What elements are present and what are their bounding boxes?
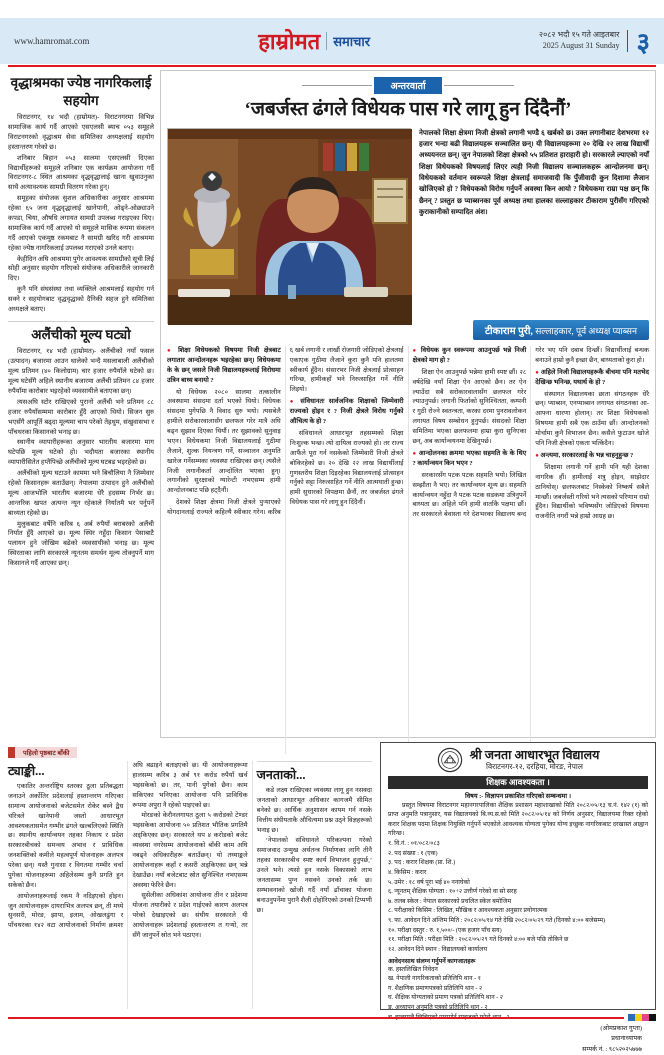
bottom-section: [8, 742, 656, 1053]
article-paragraph: मुलुकबाट वर्षेनि करिब ६ अर्ब रुपैयाँ बराबरको अलैंची निर्यात हुँदै आएको छ। मूल्य स्थिर नहुँदा किसान पेसाबाटै पलायन हुने जोखिम बढेको व्यवसायीको भनाइ छ। मूल्य स्थिरताका लागि सरकारले न्यूनतम समर्थन मूल्य तोक्नुपर्ने माग किसानले गर्दै आएका छन्।: [8, 520, 154, 568]
continued-stories: [8, 742, 372, 1012]
page-header: [0, 18, 664, 64]
interview-badge-row: [167, 77, 649, 94]
cmyk-print-marks-icon: [628, 1014, 656, 1021]
continued-tab: पहिलो पृष्ठबाट बाँकी: [8, 747, 77, 758]
qa-paragraph: सरकारसँग पटक पटक सहमति भयो। लिखित सम्झौता नै भए। तर कार्यान्वयन शून्य छ। सहमति कार्यान्वयन नहुँदा नै पटक पटक सडकमा उत्रिनुपर्ने बाध्यता छ। अहिले पनि हामी वार्ताकै पक्षमा छौं। तर सरकारले बेवास्ता गरे देशभरका विद्यालय बन्द गरेर भए पनि दबाब दिन्छौं। विद्यार्थीलाई बन्धक बनाउने हाम्रो कुनै इच्छा छैन, बाध्यताको कुरा हो।: [412, 346, 649, 519]
notice-item: ६. न्यूनतम् शैक्षिक योग्यता : १०+२ उत्तीर्ण गरेको वा सो सरह: [388, 888, 517, 896]
article-paragraph: समूहका संयोजक सुशल अधिकारीका अनुसार आश्रममा रहेका ६५ जना वृद्धवृद्धालाई खानेपानी, ओढ्ने-ओछ्याउने कपडा, चिया, औषधि लगायत सामग्री उपलब्ध गराइएका थिए। सामाजिक कार्य गर्दै आएको यो समूहले मासिक रूपमा संकलन गर्दै आएको एकमुष्ठ रकमबाट नै सामग्री खरिद गरी आश्रममा रहेका ज्येष्ठ नागरिकलाई उपलब्ध गराएको उनले बताए।: [8, 195, 154, 252]
continued-title-1: ट्याङ्की...: [8, 764, 45, 778]
article-title: अलैंचीको मूल्य घट्यो: [31, 326, 131, 342]
notice-doc-item: ख. नेपाली नागरिकताको प्रतिलिपि थान - १: [388, 975, 481, 983]
continued-paragraph: ‘नेपालको संविधानले परिकल्पना गरेको समाजवाद उन्मुख अर्थतन्त्र निर्माणका लागि तीनै तहका सरकारबीच स्पष्ट कार्य विभाजन हुनुपर्छ,’ उनले भने। त्यसो हुन नसके विकासको लाभ जनतासम्म पुग्न नसक्ने उनको तर्क छ। सम्भावनाको खोजी गर्दै नयाँ ढाँचाका योजना बनाउनुपर्नेमा पुरानै शैली दोहोरिएको उनको टिप्पणी छ।: [256, 837, 372, 914]
school-logo-icon: [437, 747, 463, 773]
page-footer: [8, 1014, 656, 1021]
qa-paragraph: ● विधेयक कुन स्वरूपमा आउनुपर्छ भन्ने निजी क्षेत्रको माग हो ?: [413, 346, 527, 366]
article-cardamom-price: [8, 326, 154, 569]
notice-item: १२. आवेदन दिने स्थान : विद्यालयको कार्यालय: [388, 945, 488, 953]
byline-name: टीकाराम पुरी,: [485, 325, 533, 337]
notice-item: १०. परीक्षा दस्तुर : रु. १,५००/- (एक हजार पाँच सय): [388, 926, 502, 934]
page-number: ३: [636, 28, 650, 57]
article-paragraph: अलैंचीको मूल्य घटाउने काममा भने बिचौलिया नै जिम्मेवार रहेको किसानहरू बताउँछन्। नेपालमा उत्पादन हुने अलैंचीको मूल्य आजभोलि भारतीय बजारमा धेरै हदसम्म निर्भर छ। आन्तरिक खपत अत्यन्त न्यून रहेकाले निर्यातमै भर पर्नुपर्ने बाध्यता रहेको छ।: [8, 470, 154, 517]
article-paragraph: केहीदिन अघि आश्रममा पुगेर आवश्यक सामग्रीको सूची लिई सोही अनुसार सहयोग गरिएको संयोजक अधिकारीले जानकारी दिए।: [8, 255, 154, 283]
article-paragraph: विराटनगर, १४ भदौ (हाम्रोमत)- अलैंचीको नयाँ फसल (उत्पादन) बजारमा आउन थालेको भन्दै मसलाबाली अलैंचीको मूल्य प्रतिमन (४० किलोग्राम) चार हजार रुपैयाँले घटेको छ। मूल्य घटेसँगै अहिले स्थानीय बजारमा अलैंची प्रतिमन ८४ हजार रुपैयाँमा कारोबार भइरहेको व्यवसायीले बताएका छन्।: [8, 348, 154, 396]
article-paragraph: कुनै पनि संघसंस्था तथा व्यक्तिले आश्रमलाई सहयोग गर्न सक्ने र सहयोगबाट वृद्धवृद्धाको दैनिकी सहज हुने समितिका अध्यक्षले बताए।: [8, 286, 154, 314]
date-box: [539, 23, 650, 59]
notice-item: १. वि.नं. : ०१/०८२/०८३: [388, 840, 440, 848]
notice-docs-title: आवेदनसाथ संलग्न गर्नुपर्ने कागजातहरू: [388, 957, 476, 965]
column-divider: [8, 321, 154, 322]
date-nepali: २०८२ भदौ १५ गते आइतबार: [538, 30, 620, 40]
notice-subject: विषय :- विज्ञापन प्रकाशित गरिएको सम्बन्धमा ।: [464, 793, 572, 800]
notice-header: [388, 747, 648, 773]
article-paragraph: शनिबार बिहान ०५३ सालमा एसएलसी दिएका विद्यार्थीहरूको समूहले शनिबार एक कार्यक्रम आयोजना गर्दै विराटनगर-८ स्थित आश्रमका वृद्धवृद्धालाई खाना खुवाउनुका साथै अत्यावश्यक सामग्री वितरण गरेका हुन्।: [8, 154, 154, 192]
interview-lead-right: [419, 128, 649, 340]
qa-paragraph: यो विधेयक २०८० सालमा तत्कालीन अवस्थामा संसदमा दर्ता भएको थियो। विधेयक संसदमा पुगेपछि नै विवाद सुरु भयो। त्यसबेलै हामीले सरोकारवालासँग छलफल गरेर मात्रै अघि बढ्न सुझाव दिएका थियौं। तर सुझावको सुनुवाइ भएन। विधेयकमा निजी विद्यालयलाई गुठीमा लैजाने, शुल्क नियन्त्रण गर्ने, सञ्चालन अनुमति खारेज गर्नेसम्मका व्यवस्था राखिएका छन्। त्यसैले निजी लगानीकर्ता आन्दोलित भएका हुन्। लगानीको सुरक्षाको ग्यारेन्टी नभएसम्म हामी आन्दोलनबाट पछि हट्दैनौं।: [167, 388, 281, 495]
notice-signature: [388, 1024, 648, 1055]
article-paragraph: स्थानीय व्यापारीहरूका अनुसार भारतीय बजारमा माग घटेपछि मूल्य घटेको हो। भदौयता बजारका स्थानीय व्यापारीसितेत हप्तैपिच्छे अलैंचीको मूल्य घटबढ भइरहेको छ।: [8, 439, 154, 467]
photo-illustration: [168, 129, 412, 325]
main-content: [8, 70, 656, 738]
interview-headline: ‘जबर्जस्त ढंगले विधेयक पास गरे लागू हुन दिंदैनौं’: [244, 99, 572, 120]
qa-paragraph: संस्थागत विद्यालयका छाता संगठनहरू धेरै छन्। प्याब्सन, एनप्याब्सन लगायत संगठनका आ-आफ्ना धारणा होलान्। तर शिक्षा विधेयकको विषयमा हामी सबै एक ठाउँमा छौं। आन्दोलनको मोर्चामा कुनै विभाजन छैन। कसैले फुटाउन खोजे पनि निजी क्षेत्रको एकता भत्किंदैन।: [535, 390, 649, 447]
interview-lead: [167, 128, 649, 340]
byline-badge: [473, 320, 649, 340]
notice-bar-title: शिक्षक आवश्यकता ।: [388, 776, 648, 789]
notice-item: ५. उमेर : १८ वर्ष पूरा भई ४० ननाघेको: [388, 878, 470, 886]
continued-paragraph: सुसेलीका अधिकांश आयोजना तीन र प्रदेशमा योजना तयारीको र प्रदेश गाईएको कारण अलपत्र परेको देखाइएको छ। संघीय सरकारले यी आयोजनाहरू प्रदेशलाई हस्तान्तरण त गऱ्यो, तर सँगै जानुपर्ने स्रोत भने पठाएन।: [132, 892, 248, 939]
qa-paragraph: ● शिक्षा विधेयकको विषयमा निजी क्षेत्रबाट लगातार आन्दोलनहरू भइरहेका छन्। विधेयकमा के के छन् जसले निजी विद्यालयहरूलाई विरोधमा उत्रिन बाध्य बनायो ?: [167, 346, 281, 386]
qa-paragraph: शिक्षा ऐन आउनुपर्छ भन्नेमा हामी स्पष्ट छौं। २८ वर्षदेखि नयाँ शिक्षा ऐन आएको छैन। तर ऐन ल्याउँदा सबै सरोकारवालासँग छलफल गरेर ल्याउनुपर्छ। लगानी फिर्ताको सुनिश्चितता, कम्पनी र गुठी रोज्ने स्वतन्त्रता, करका दरमा पुनरावलोकन लगायत विषय सम्बोधन हुनुपर्छ। संसदको शिक्षा समितिमा भएका छलफलमा हाम्रा कुरा सुनिएका छन्, अब कार्यान्वयनमा देखिनुपर्छ।: [412, 368, 527, 445]
notice-doc-item: ङ. अध्यापन अनुमति पत्रको प्रतिलिपि थान - २: [388, 1003, 488, 1011]
article-title: वृद्धाश्रमका ज्येष्ठ नागरिकलाई सहयोग: [10, 75, 152, 108]
interview-qa-columns: [167, 346, 649, 754]
continued-title-2: जनताको...: [257, 761, 372, 783]
article-body: [8, 347, 154, 569]
continued-paragraph: आयोजनाहरूलाई रकम नै नदिइएको होइन। जुन आयोजनाहरू दायराभित्र अलपत्र छन्, ती मध्ये सुनसरी, मोरङ, झापा, इलाम, ओखलढुंगा र पाँचथरका १४२ वटा आयोजनाको निर्माण क्रमशः अघि बढाइने बताइएको छ। यी आयोजनाहरूमा हालसम्म करिब ३ अर्ब ९१ करोड रुपैयाँ खर्च भइसकेको छ। तर, पानी पुगेको छैन। काम सकिएका भनिएका आयोजना पनि प्राविधिक रूपमा अपुरा नै रहेको पाइएको छ।: [8, 762, 248, 930]
notice-doc-item: ग. शैक्षणिक प्रमाणपत्रको प्रतिलिपि थान - २: [388, 984, 483, 992]
notice-item: ३. पद : करार शिक्षक (प्रा. शि.): [388, 859, 456, 867]
continued-paragraph: एकातिर अन्तर्राष्ट्रिय स्तरका ठूला प्रतिबद्धता जनाउने अर्कोतिर प्रदेशलाई हस्तान्तरण गरिएका सामान्य आयोजनाको बजेटसमेत रोकेर बस्ने द्वैध चरित्रले खानेपानी जस्तो आधारभूत आवश्यकतासमेत गम्भीर ढंगले खल्बलिएको स्थिति छ। स्थानीय कार्यान्वयन तहका निकाय र प्रदेश सरकारबीचको समन्वय अभाव र प्राविधिक जनशक्तिको कमीले महत्वपूर्ण योजनाहरू अलपत्र परेका छन्। यस्तै गुनासा र विगतमा गम्भीर चर्चा पुगेका योजनाहरूमा अहिलेसम्म कुनै प्रगति हुन सकेको छैन।: [8, 783, 124, 889]
notice-doc-item: घ. शैक्षिक योग्यताको प्रमाण पत्रको प्रतिलिपि थान - २: [388, 994, 503, 1002]
qa-paragraph: ● अहिले निजी विद्यालयहरूकै बीचमा पनि मतभेद देखिन्छ भनिन्छ, यथार्थ के हो ?: [535, 368, 649, 388]
notice-item: ७. तलब स्केल : नेपाल सरकारको प्रचलित स्केल बमोजिम: [388, 897, 512, 905]
article-elderly-support: [8, 74, 154, 315]
interview-badge: अन्तरवार्ता: [374, 77, 441, 94]
article-body: [8, 113, 154, 315]
school-name-block: [470, 748, 600, 772]
notice-body: प्रस्तुत विषयमा विराटनगर महानगरपालिका शैक्षिक प्रशासन महाशाखाको मिति २०८२/०५/१३ च.नं. १४२ (१) को प्राप्त अनुमति पत्रानुसार, यस विद्यालयको बि.व्य.स.को मिति २०८२/०५/१४ को निर्णय अनुसार, विद्यालयमा रिक्त रहेको करार शिक्षक पदमा शिक्षक नियुक्ति गर्नुपर्ने भएकोले आवश्यक योग्यता पुगेका योग्य इच्छुक नागरिकबाट दरखास्त आह्वान गरिन्छ।: [388, 802, 648, 837]
notice-item: ४. किसिम : करार: [388, 869, 427, 877]
notice-item: ९. फा. आवेदन दिने अन्तिम मिति : २०८२/०५/१४ गते देखि २०८२/०५/२९ गते (दिनको ४:०० बजेसम्म): [388, 917, 606, 925]
badge-line-left: [302, 85, 372, 86]
left-column: [8, 70, 154, 738]
signer-name: (ओमप्रकाश गुप्ता): [600, 1025, 642, 1033]
website-url: www.hamromat.com: [14, 36, 90, 46]
continued-paragraph: मोरङको केरौनलगायत ठूला ५ करोडको टेण्डर भइसकेका आयोजना ५० प्रतिशत भौतिक प्रगतिमै अड्किएका छन्। सरकारले थप ४ करोडको बजेट व्यवस्था नगरेसम्म आयोजनाको बाँकी काम अघि नबढ्ने अधिकारीहरू बताउँछन्। यो तथ्याङ्कले आयोजनाहरू कहाँ र कसरी अड्किएका छन् भन्ने देखाउँछ। नयाँ बजेटबाट स्रोत सुनिश्चित नभएसम्म अवस्था फेरिने छैन।: [132, 812, 248, 889]
qa-paragraph: शिक्षामा लगानी गर्ने हामी पनि यही देशका नागरिक हौं। हामीलाई शत्रु होइन, साझेदार ठानियोस्। छलफलबाट निस्केको निष्कर्ष सबैले मान्छौं। जबर्जस्ती गरियो भने त्यसको परिणाम राम्रो हुँदैन। विद्यार्थीको भविष्यसँग जोडिएको विषयमा राजनीति नगरौं भन्ने हाम्रो आग्रह छ।: [535, 463, 649, 521]
school-name: श्री जनता आधारभूत विद्यालय: [469, 747, 600, 762]
interviewee-photo: [167, 128, 411, 324]
masthead-title: हाम्रोमत: [258, 29, 321, 54]
dates: [539, 30, 629, 52]
article-paragraph: त्यसअघि स्टोर राखिएको पुरानो अलैंची भने प्रतिमन ८८ हजार रुपैयाँसम्ममा कारोबार हुँदै आएको थियो। सिजन सुरु भएसँगै आपूर्ति बढ्दा मूल्यमा चाप परेको तेह्रथुम, संखुवासभा र पाँचथरका किसानको भनाइ छ।: [8, 398, 154, 436]
date-english: 2025 August 31 Sunday: [542, 41, 620, 50]
qa-paragraph: देशको शिक्षा क्षेत्रमा निजी क्षेत्रले पुर्‍याएको योगदानलाई राज्यले कहिल्यै स्वीकार गरेन। करिब ६ खर्ब लगानी र लाखौं रोजगारी जोडिएको क्षेत्रलाई एकाएक गुठीमा लैजाने कुरा कुनै पनि हालतमा स्वीकार्य हुँदैन। संसारभर निजी क्षेत्रलाई प्रोत्साहन गरिन्छ, हामीकहाँ भने निरुत्साहित गर्ने नीति लिइयो।: [167, 346, 404, 517]
qa-paragraph: संविधानले आधारभूत तहसम्मको शिक्षा निःशुल्क भन्छ। त्यो दायित्व राज्यको हो। तर राज्य आफैंले पूरा गर्न नसकेको जिम्मेवारी निजी क्षेत्रले बोकिरहेको छ। २० देखि २२ लाख विद्यार्थीलाई गुणस्तरीय शिक्षा दिइरहेका विद्यालयलाई प्रोत्साहन गर्नुको सट्टा निरुत्साहित गर्ने नीति आत्मघाती हुन्छ। हामी सुधारको विपक्षमा छैनौं, तर जबर्जस्त ढंगले विधेयक पास गरे लागू हुन दिंदैनौं।: [289, 430, 404, 507]
masthead: [258, 26, 370, 56]
signer-post: प्रधानाध्यापक: [611, 1035, 642, 1043]
notice-items: [388, 839, 648, 954]
interview-intro: नेपालको शिक्षा क्षेत्रमा निजी क्षेत्रको लगानी भण्डै ६ खर्बको छ। उक्त लगानीबाट देशभरमा १२ हजार भन्दा बढी विद्यालयहरू सञ्चालित छन्। यी विद्यालयहरूमा २० देखि २२ लाख विद्यार्थी अध्ययनरत छन्। जुन नेपालको शिक्षा क्षेत्रको ५५ प्रतिशत हाराहारी हो। सरकारले ल्याएको नयाँ शिक्षा विधेयकको विषयलाई लिएर त्यही निजी विद्यालय सञ्चालकहरू आन्दोलनमा छन्। विधेयकको वर्तमान स्वरूपले शिक्षा क्षेत्रलाई समाजवादी कि पुँजीवादी कुन दिशामा लैजान खोजिएको हो ? विधेयकको विरोध गर्नुपर्ने अवस्था किन आयो ? विधेयकमा राम्रा पक्ष छन् कि छैनन् ? प्रस्तुत छ प्याब्सनका पूर्व अध्यक्ष तथा हालका सल्लाहकार टीकाराम पुरीसँग गरिएको कुराकानीको सम्पादित अंश।: [419, 128, 649, 217]
school-address: विराटनगर-१२, दरहिया, मोरङ, नेपाल: [486, 762, 583, 772]
article-paragraph: विराटनगर, १४ भदौ (हाम्रोमत)- विराटनगरमा विभिन्न सामाजिक कार्य गर्दै आएको एसएलसी ब्याच ०५३ समूहले विराटनगरको वृद्धाश्रम सेवा समितिका अध्यक्षलाई सहयोग हस्तान्तरण गरेको छ।: [8, 114, 154, 151]
masthead-section: समाचार: [333, 34, 371, 49]
badge-line-right: [444, 85, 514, 86]
notice-doc-item: च. हालसालै खिचिएको पासपोर्ट साइजको फोटो थान - २: [388, 1013, 510, 1021]
qa-paragraph: ● आन्दोलनका क्रममा भएका सहमति के के थिए ? कार्यान्वयन किन भएन ?: [413, 449, 527, 469]
notice-item: ८. परीक्षाको किसिम : लिखित, मौखिक र आवश्यकता अनुसार प्रयोगात्मक: [388, 907, 548, 915]
interview-section: [160, 70, 656, 738]
notice-item: ११. परीक्षा मिति : परीक्षा मिति : २०८२/०५/२९ गते दिनको ४:०० बजे पछि तोकिने छ: [388, 936, 569, 944]
byline-role: सल्लाहकार, पूर्व अध्यक्ष प्याब्सन: [535, 325, 637, 336]
qa-paragraph: ● संविधानतः सार्वजनिक शिक्षाको जिम्मेवारी राज्यको होइन र ? निजी क्षेत्रले विरोध गर्नुको औचित्य के हो ?: [290, 397, 404, 427]
notice-item: २. पद संख्या : १ (एक): [388, 849, 438, 857]
footer-rule: [8, 1017, 624, 1019]
masthead-divider: [326, 32, 327, 50]
continued-columns: [8, 761, 372, 1009]
continued-paragraph: कडे लक्ष्य राखिएका व्यवस्था लागू हुन नसक्दा जनताको आधारभूत अधिकार कागजमै सीमित बनेको छ। आर्थिक अनुशासन कायम गर्न नसके वित्तीय संघीयताकै औचित्यमा प्रश्न उठ्ने विज्ञहरूको भनाइ छ।: [256, 787, 372, 834]
header-rule: [8, 65, 656, 67]
signer-contact: सम्पर्क नं. : ९८५२०२५७७७: [582, 1045, 642, 1053]
vacancy-notice: [380, 742, 656, 1053]
notice-doc-item: क. हस्तलिखित निवेदन: [388, 965, 438, 973]
qa-paragraph: ● अन्त्यमा, सरकारलाई के भन्न चाहनुहुन्छ ?: [535, 451, 649, 461]
